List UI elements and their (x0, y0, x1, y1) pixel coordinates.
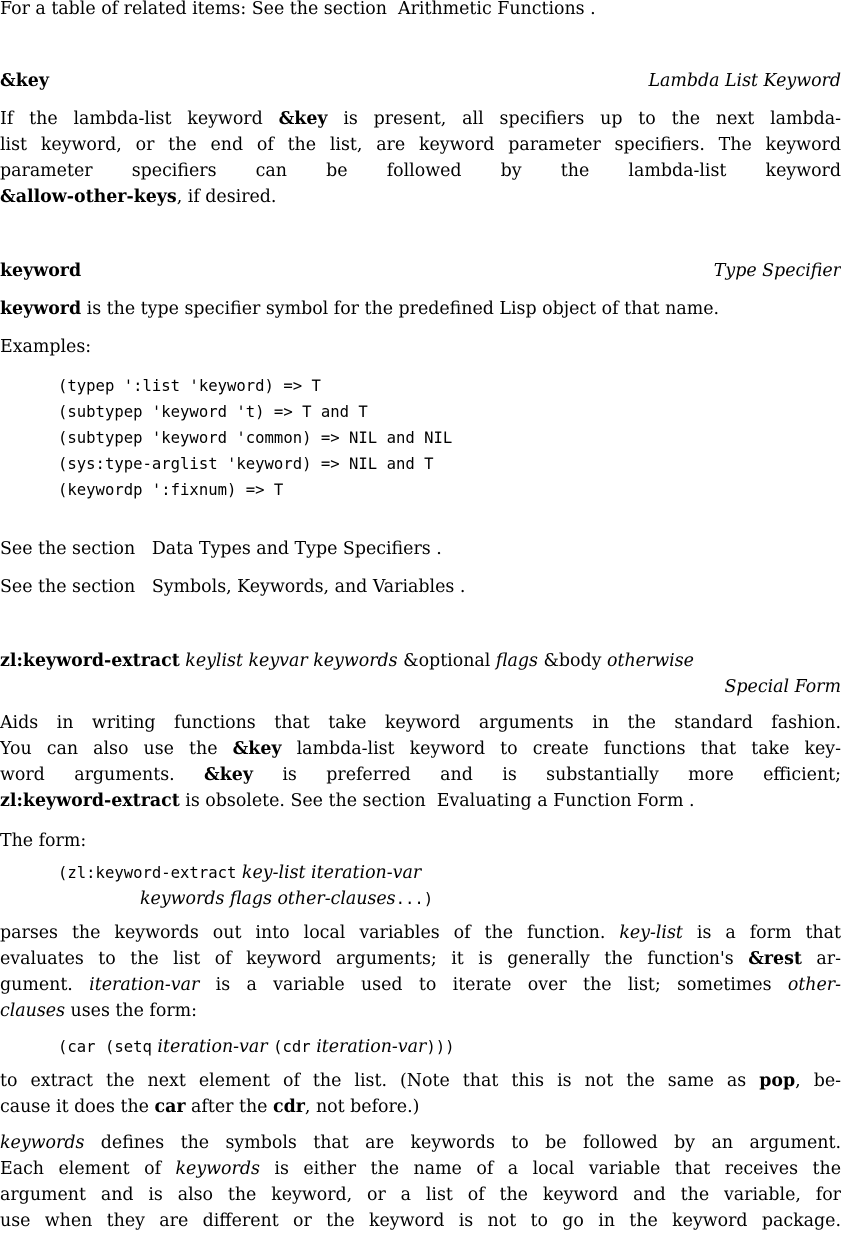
paragraph-line: cause it does the car after the cdr, not before.) (0, 1097, 420, 1117)
paragraph-line: argument and is also the keyword, or a list of the keyword and the variable, for (0, 1185, 841, 1205)
form-label: The form: (0, 831, 87, 851)
paragraph-line: list keyword, or the end of the list, are keyword parameter specifiers. The keyword (0, 135, 841, 155)
paragraph-line: keyword is the type specifier symbol for the predefined Lisp object of that name. (0, 299, 720, 319)
paragraph-line: gument. iteration-var is a variable used to iterate over the list; sometimes other- (0, 975, 841, 995)
paragraph-line: If the lambda-list keyword &key is present, all specifiers up to the next lambda- (0, 109, 841, 129)
paragraph-line: zl:keyword-extract is obsolete. See the section Evaluating a Function Form . (0, 791, 695, 811)
code-example: (subtypep 'keyword 'common) => NIL and NIL (58, 429, 453, 447)
code-example: (subtypep 'keyword 't) => T and T (58, 403, 368, 421)
entry-header-keyword-extract: zl:keyword-extract keylist keyvar keywords &optional flags &body otherwise (0, 651, 694, 671)
entry-name: &key (0, 71, 49, 91)
code-car-form: (car (setq iteration-var (cdr iteration-var))) (58, 1037, 455, 1057)
entry-type: Special Form (724, 677, 841, 697)
paragraph-line: Aids in writing functions that take keyword arguments in the standard fashion. (0, 713, 841, 733)
paragraph-line: to extract the next element of the list. (Note that this is not the same as pop, be- (0, 1071, 841, 1091)
entry-type: Type Specifier (713, 261, 841, 281)
paragraph-line: Each element of keywords is either the name of a local variable that receives the (0, 1159, 841, 1179)
paragraph-line: You can also use the &key lambda-list keyword to create functions that take key- (0, 739, 841, 759)
entry-type: Lambda List Keyword (648, 71, 841, 91)
paragraph-line: evaluates to the list of keyword arguments; it is generally the function's &rest ar- (0, 949, 841, 969)
paragraph-line: &allow-other-keys, if desired. (0, 187, 277, 207)
paragraph-line: parameter specifiers can be followed by the lambda-list keyword (0, 161, 841, 181)
code-form: keywords flags other-clauses...) (140, 889, 434, 909)
paragraph-line: parses the keywords out into local variables of the function. key-list is a form that (0, 923, 841, 943)
entry-header-keyword (0, 258, 841, 284)
paragraph-line: keywords defines the symbols that are keywords to be followed by an argument. (0, 1133, 841, 1153)
entry-name: zl:keyword-extract (0, 651, 180, 671)
see-also-line: See the section Data Types and Type Specifiers . (0, 539, 442, 559)
link-symbols-keywords[interactable]: Symbols, Keywords, and Variables (151, 577, 455, 597)
code-example: (sys:type-arglist 'keyword) => NIL and T (58, 455, 434, 473)
examples-label: Examples: (0, 337, 92, 357)
related-items-line: For a table of related items: See the section Arithmetic Functions . (0, 0, 596, 19)
entry-name: keyword (0, 261, 82, 281)
link-data-types[interactable]: Data Types and Type Specifiers (151, 539, 431, 559)
paragraph-line: clauses uses the form: (0, 1001, 197, 1021)
link-evaluating-function-form[interactable]: Evaluating a Function Form (436, 791, 684, 811)
code-form: (zl:keyword-extract key-list iteration-var (58, 863, 422, 883)
code-example: (keywordp ':fixnum) => T (58, 481, 284, 499)
link-arithmetic-functions[interactable]: Arithmetic Functions (398, 0, 585, 19)
see-also-line: See the section Symbols, Keywords, and Variables . (0, 577, 466, 597)
paragraph-line: word arguments. &key is preferred and is substantially more efficient; (0, 765, 841, 785)
code-example: (typep ':list 'keyword) => T (58, 377, 321, 395)
paragraph-line: use when they are different or the keyword is not to go in the keyword package. (0, 1211, 841, 1231)
entry-header-key (0, 68, 841, 94)
